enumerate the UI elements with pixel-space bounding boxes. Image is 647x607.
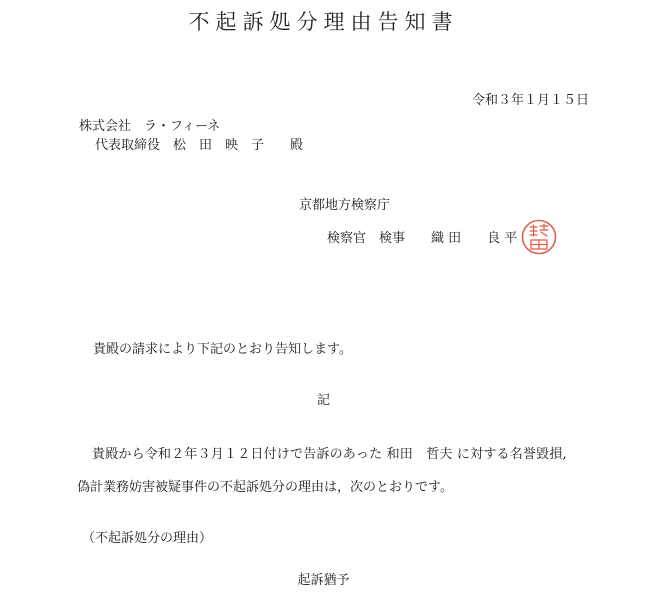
body-text-line-1: 貴殿から令和２年３月１２日付けで告訴のあった 和田 哲夫 に対する名誉毀損,: [92, 447, 567, 462]
body-text-line-2: 偽計業務妨害被疑事件の不起訴処分の理由は，次のとおりです。: [77, 480, 453, 495]
recipient-company: 株式会社 ラ・フィーネ: [79, 119, 221, 134]
issue-date: 令和３年１月１５日: [471, 93, 589, 108]
official-seal-stamp: [521, 219, 557, 255]
sender-name: 検察官 検事 織 田 良 平: [327, 231, 518, 246]
intro-statement: 貴殿の請求により下記のとおり告知します。: [93, 342, 352, 357]
sender-office: 京都地方検察庁: [299, 198, 391, 213]
ki-heading: 記: [316, 393, 330, 408]
reason-label: （不起訴処分の理由）: [82, 531, 213, 546]
recipient-representative: 代表取締役 松 田 映 子 殿: [95, 138, 304, 153]
document-title: 不起訴処分理由告知書: [188, 10, 459, 34]
reason-value: 起訴猶予: [297, 573, 350, 588]
